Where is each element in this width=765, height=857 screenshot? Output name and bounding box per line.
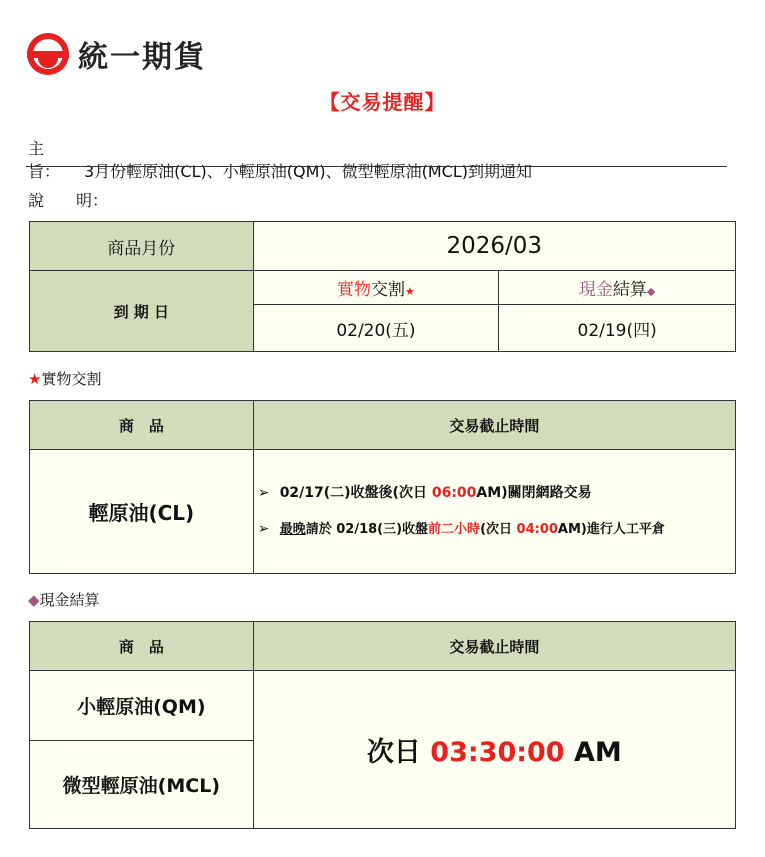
arrow-icon: ➢ — [257, 521, 270, 538]
cash-settlement-header: 現金結算◆ — [499, 271, 736, 305]
subject-label: 主 旨： — [28, 139, 77, 181]
col-trading-deadline: 交易截止時間 — [253, 622, 735, 671]
col-product: 商 品 — [30, 401, 254, 450]
expiry-table — [29, 221, 736, 352]
cash-section-heading: ◆現金結算 — [28, 591, 100, 609]
star-icon: ★ — [28, 370, 42, 388]
physical-section-heading: ★實物交割 — [28, 370, 102, 388]
company-logo — [26, 32, 206, 76]
page-title: 【交易提醒】 — [319, 90, 446, 114]
logo-icon — [26, 32, 70, 76]
subject-line — [28, 136, 532, 182]
deadline-note-2: ➢ 最晚請於 02/18(三)收盤前二小時(次日 04:00AM)進行人工平倉 — [257, 521, 665, 538]
company-name: 統一期貨 — [78, 40, 206, 75]
product-cl: 輕原油(CL) — [30, 450, 254, 574]
deadline-notes — [253, 450, 735, 574]
cash-deadline: 次日 03:30:00 AM — [253, 671, 735, 829]
deadline-note-1: ➢ 02/17(二)收盤後(次日 06:00AM)關閉網路交易 — [257, 484, 592, 501]
arrow-icon: ➢ — [257, 484, 270, 501]
month-label-cell: 商品月份 — [30, 222, 254, 271]
diamond-icon: ◆ — [28, 591, 40, 609]
col-product: 商 品 — [30, 622, 254, 671]
cash-settlement-table — [29, 621, 736, 829]
product-mcl: 微型輕原油(MCL) — [30, 741, 254, 829]
subject-text: 3月份輕原油(CL)、小輕原油(QM)、微型輕原油(MCL)到期通知 — [84, 162, 533, 181]
month-value: 2026/03 — [253, 222, 735, 271]
divider — [26, 166, 727, 167]
cash-settlement-date: 02/19(四) — [499, 305, 736, 352]
col-trading-deadline: 交易截止時間 — [253, 401, 735, 450]
physical-delivery-table — [29, 400, 736, 574]
product-qm: 小輕原油(QM) — [30, 671, 254, 741]
physical-delivery-date: 02/20(五) — [253, 305, 499, 352]
expiry-label: 到 期 日 — [30, 271, 254, 352]
star-icon: ★ — [405, 285, 415, 298]
physical-delivery-header: 實物交割★ — [253, 271, 499, 305]
explain-label: 說 明： — [28, 191, 109, 210]
diamond-icon: ◆ — [646, 285, 656, 298]
